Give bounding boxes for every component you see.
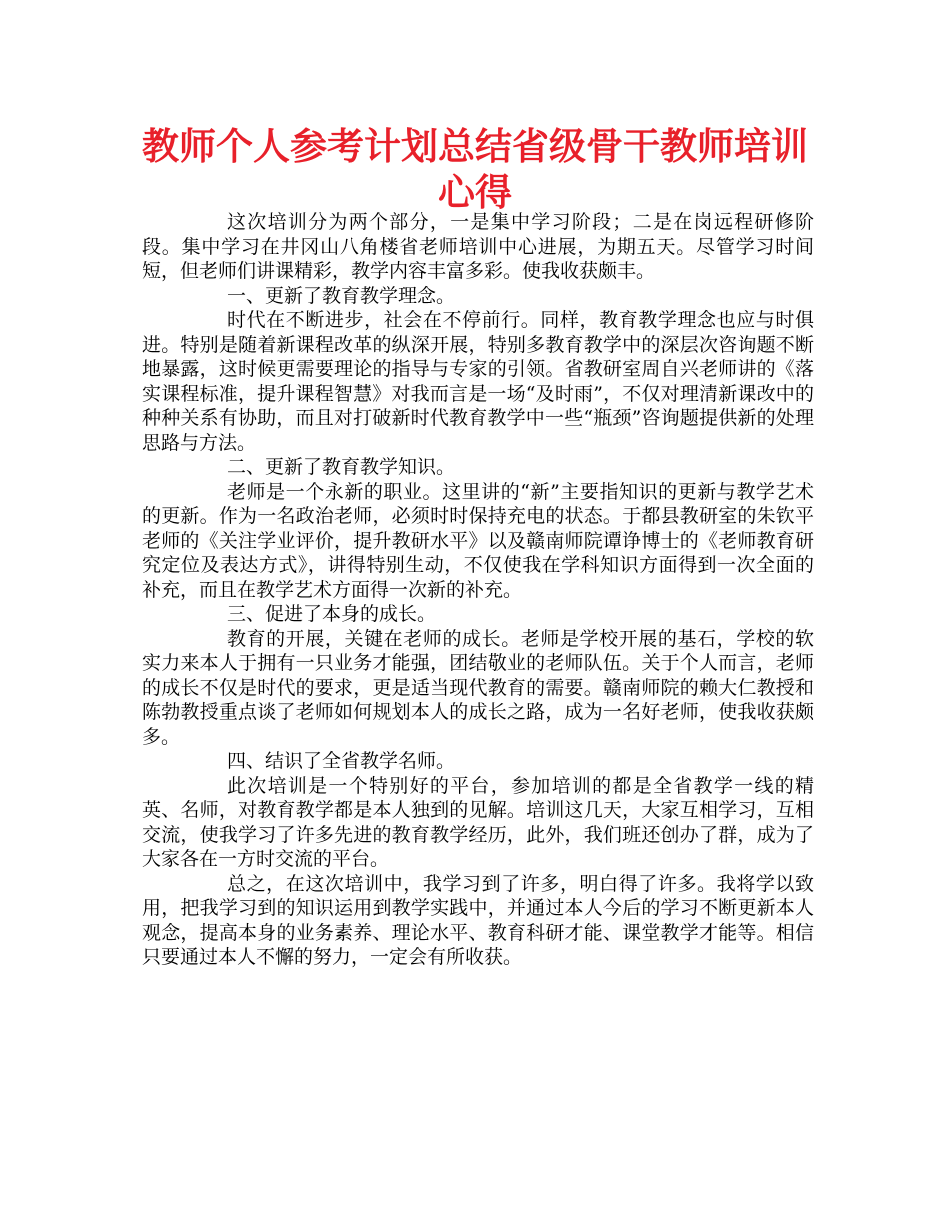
document-body — [142, 210, 814, 970]
section-heading-4: 四、结识了全省教学名师。 — [227, 750, 456, 772]
paragraph-conclusion: 总之，在这次培训中，我学习到了许多，明白得了许多。我将学以致用，把我学习到的知识运用到教学实践中，并通过本人今后的学习不断更新本人观念，提高本身的业务素养、理论水平、教育科研才能、课堂教学才能等。相信只要通过本人不懈的努力，一定会有所收获。 — [142, 872, 814, 968]
section-heading-1: 一、更新了教育教学理念。 — [227, 284, 456, 307]
paragraph-section-1: 时代在不断进步，社会在不停前行。同样，教育教学理念也应与时俱进。特别是随着新课程改革的纵深开展，特别多教育教学中的深层次咨询题不断地暴露，这时候更需要理论的指导与专家的引领。省教研室周自兴老师讲的《落实课程标准，提升课程智慧》对我而言是一场“及时雨”，不仅对理清新课改中的种种关系有协助，而且对打破新时代教育教学中一些“瓶颈”咨询题提供新的处理思路与方法。 — [142, 309, 814, 454]
document-title-line-2: 心得 — [438, 171, 512, 214]
paragraph-intro: 这次培训分为两个部分，一是集中学习阶段；二是在岗远程研修阶段。集中学习在井冈山八角楼省老师培训中心进展，为期五天。尽管学习时间短，但老师们讲课精彩，教学内容丰富多彩。使我收获颇丰。 — [142, 211, 814, 282]
paragraph-section-4: 此次培训是一个特别好的平台，参加培训的都是全省教学一线的精英、名师，对教育教学都是本人独到的见解。培训这几天，大家互相学习，互相交流，使我学习了许多先进的教育教学经历，此外，我们班还创办了群，成为了大家各在一方时交流的平台。 — [142, 774, 814, 870]
section-heading-2: 二、更新了教育教学知识。 — [227, 456, 456, 478]
paragraph-section-3: 教育的开展，关键在老师的成长。老师是学校开展的基石，学校的软实力来本人于拥有一只业务才能强，团结敬业的老师队伍。关于个人而言，老师的成长不仅是时代的要求，更是适当现代教育的需要。赣南师院的赖大仁教授和陈勃教授重点谈了老师如何规划本人的成长之路，成为一名好老师，使我收获颇多。 — [142, 627, 814, 748]
paragraph-section-2: 老师是一个永新的职业。这里讲的“新”主要指知识的更新与教学艺术的更新。作为一名政治老师，必须时时保持充电的状态。于都县教研室的朱钦平老师的《关注学业评价，提升教研水平》以及赣南师院谭诤博士的《老师教育研究定位及表达方式》，讲得特别生动，不仅使我在学科知识方面得到一次全面的补充，而且在教学艺术方面得一次新的补充。 — [142, 480, 814, 601]
document-title-line-1: 教师个人参考计划总结省级骨干教师培训 — [142, 125, 808, 168]
section-heading-3: 三、促进了本身的成长。 — [227, 603, 437, 625]
